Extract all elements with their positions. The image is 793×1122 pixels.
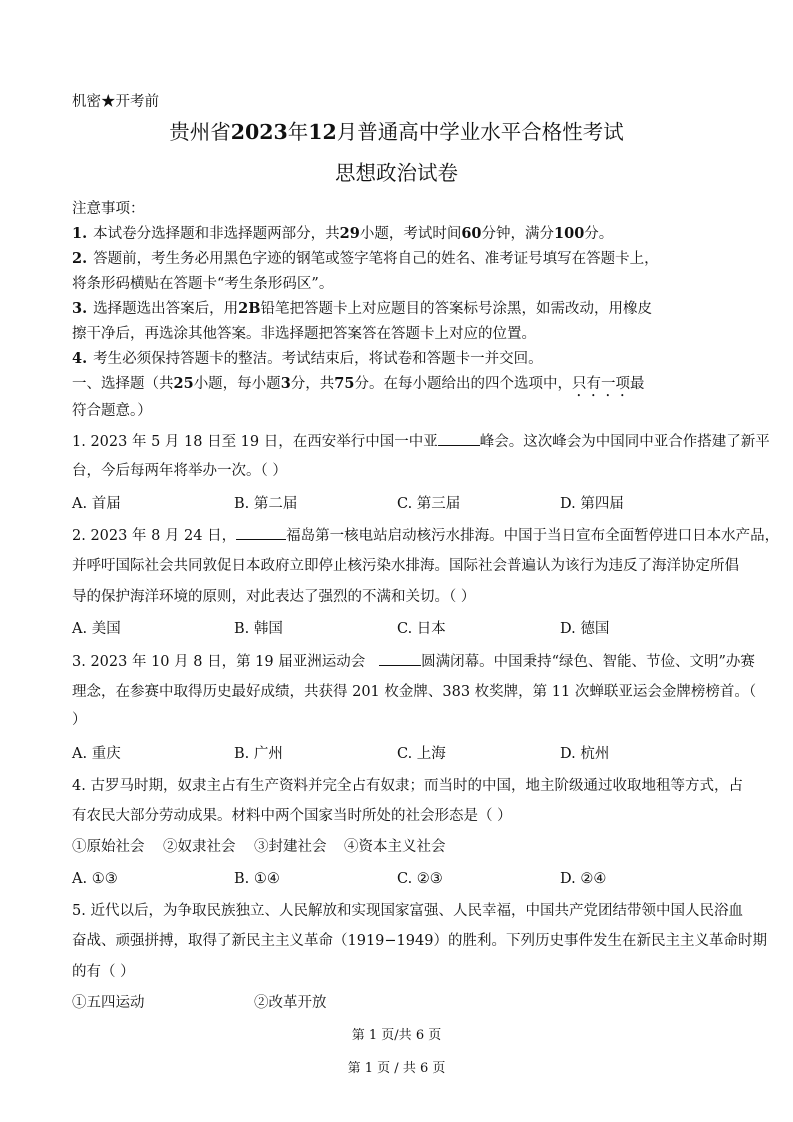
question-3-option-b[interactable]: B. 广州 — [234, 746, 283, 762]
question-4-option-d[interactable]: D. ②④ — [560, 871, 607, 887]
note-item-3-cont: 擦干净后，再选涂其他答案。非选择题把答案答在答题卡上对应的位置。 — [72, 326, 536, 342]
section-heading: 一、选择题（共25小题，每小题3分，共75分。在每小题给出的四个选项中，只有一项最 — [72, 375, 645, 392]
confidential-label: 机密★开考前 — [72, 94, 159, 110]
question-4-stem-cont: 有农民大部分劳动成果。材料中两个国家当时所处的社会形态是（ ） — [72, 808, 512, 824]
exam-subtitle: 思想政治试卷 — [335, 161, 458, 185]
question-4-choice-3: ③封建社会 — [254, 839, 327, 855]
question-4-choice-1: ①原始社会 — [72, 839, 145, 855]
note-item-3: 3. 选择题选出答案后，用2B铅笔把答题卡上对应题目的答案标号涂黑，如需改动，用橡皮 — [72, 300, 652, 317]
question-2-option-a[interactable]: A. 美国 — [72, 621, 121, 637]
question-2-stem-cont: 导的保护海洋环境的原则，对此表达了强烈的不满和关切。（ ） — [72, 589, 476, 605]
question-3-option-d[interactable]: D. 杭州 — [560, 746, 610, 762]
question-5-stem: 5. 近代以后，为争取民族独立、人民解放和实现国家富强、人民幸福，中国共产党团结带领中国人民浴血 — [72, 903, 743, 919]
question-3-stem-cont: 理念，在参赛中取得历史最好成绩，共获得 201 枚金牌、383 枚奖牌，第 11 次蝉联亚运会金牌榜榜首。（ — [72, 684, 757, 700]
note-item-2-cont: 将条形码横贴在答题卡“考生条形码区”。 — [72, 276, 334, 292]
question-5-choice-1: ①五四运动 — [72, 995, 145, 1011]
answer-blank — [438, 431, 480, 446]
question-4-option-b[interactable]: B. ①④ — [234, 871, 280, 887]
question-2-option-c[interactable]: C. 日本 — [397, 621, 446, 637]
question-1-option-b[interactable]: B. 第二届 — [234, 496, 298, 512]
question-3-stem: 3. 2023 年 10 月 8 日，第 19 届亚洲运动会 圆满闭幕。中国秉持“绿色、智能、节俭、文明”办赛 — [72, 651, 755, 672]
note-item-4: 4. 考生必须保持答题卡的整洁。考试结束后，将试卷和答题卡一并交回。 — [72, 350, 543, 367]
question-3-option-a[interactable]: A. 重庆 — [72, 746, 121, 762]
note-item-2: 2. 答题前，考生务必用黑色字迹的钢笔或签字笔将自己的姓名、准考证号填写在答题卡上， — [72, 250, 659, 267]
exam-title: 贵州省2023年12月普通高中学业水平合格性考试 — [169, 120, 624, 144]
question-4-choice-2: ②奴隶社会 — [163, 839, 236, 855]
question-1-stem-cont: 台，今后每两年将举办一次。（ ） — [72, 463, 287, 479]
question-3-stem-cont: ） — [72, 712, 87, 728]
question-1-option-d[interactable]: D. 第四届 — [560, 496, 624, 512]
question-2-stem: 2. 2023 年 8 月 24 日， 福岛第一核电站启动核污水排海。中国于当日宣布全面暂停进口日本水产品， — [72, 525, 779, 546]
question-4-option-c[interactable]: C. ②③ — [397, 871, 443, 887]
question-2-stem-cont: 并呼吁国际社会共同敦促日本政府立即停止核污染水排海。国际社会普遍认为该行为违反了海洋协定所倡 — [72, 558, 739, 574]
answer-blank — [236, 525, 286, 540]
question-4-stem: 4. 古罗马时期，奴隶主占有生产资料并完全占有奴隶；而当时的中国，地主阶级通过收取地租等方式，占 — [72, 778, 743, 794]
question-1-option-a[interactable]: A. 首届 — [72, 496, 121, 512]
question-3-option-c[interactable]: C. 上海 — [397, 746, 446, 762]
question-4-option-a[interactable]: A. ①③ — [72, 871, 118, 887]
question-5-choice-2: ②改革开放 — [254, 995, 327, 1011]
question-5-stem-cont: 的有（ ） — [72, 964, 135, 980]
note-item-1: 1. 本试卷分选择题和非选择题两部分，共29小题，考试时间60分钟，满分100分。 — [72, 225, 614, 242]
page-number-inner: 第 1 页/共 6 页 — [351, 1028, 442, 1043]
notes-heading: 注意事项： — [72, 201, 145, 217]
question-1-option-c[interactable]: C. 第三届 — [397, 496, 461, 512]
answer-blank — [379, 651, 421, 666]
section-heading-cont: 符合题意。） — [72, 403, 152, 419]
question-2-option-d[interactable]: D. 德国 — [560, 621, 610, 637]
question-2-option-b[interactable]: B. 韩国 — [234, 621, 283, 637]
question-4-choice-4: ④资本主义社会 — [344, 839, 446, 855]
page-number-outer: 第 1 页 / 共 6 页 — [347, 1061, 446, 1076]
question-5-stem-cont: 奋战、顽强拼搏，取得了新民主主义革命（1919−1949）的胜利。下列历史事件发生在新民主主义革命时期 — [72, 933, 767, 949]
question-1-stem: 1. 2023 年 5 月 18 日至 19 日，在西安举行中国一中亚 峰会。这次峰会为中国同中亚合作搭建了新平 — [72, 431, 770, 452]
